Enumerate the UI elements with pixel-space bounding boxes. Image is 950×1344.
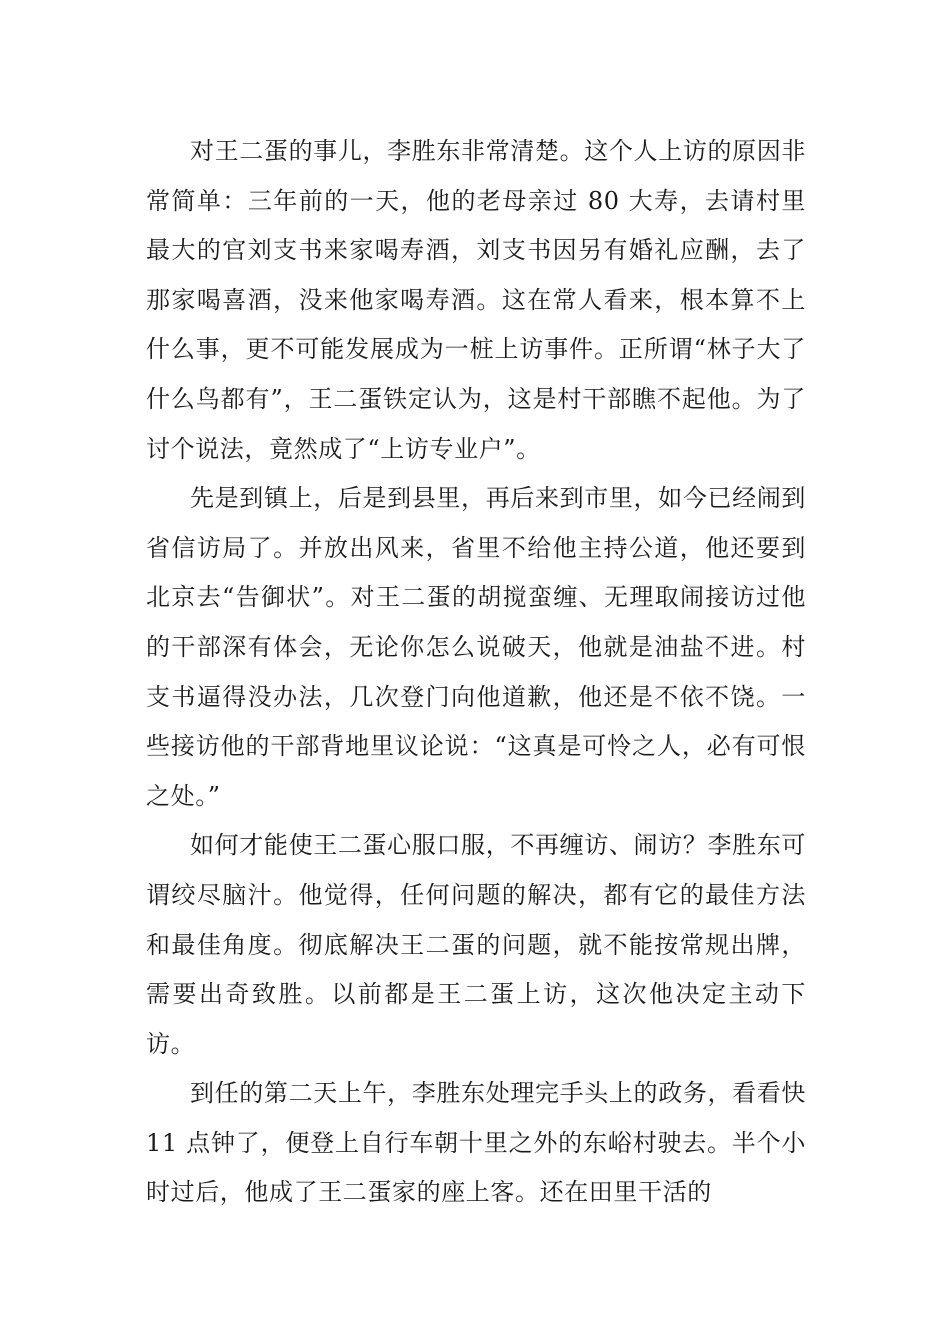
document-body	[146, 127, 806, 1218]
paragraph-1: 对王二蛋的事儿，李胜东非常清楚。这个人上访的原因非常简单：三年前的一天，他的老母亲过 80 大寿，去请村里最大的官刘支书来家喝寿酒，刘支书因另有婚礼应酬，去了那家喝喜酒，没来他家喝寿酒。这在常人看来，根本算不上什么事，更不可能发展成为一桩上访事件。正所谓“林子大了什么鸟都有”，王二蛋铁定认为，这是村干部瞧不起他。为了讨个说法，竟然成了“上访专业户”。	[146, 137, 806, 463]
paragraph-3: 如何才能使王二蛋心服口服，不再缠访、闹访？李胜东可谓绞尽脑汁。他觉得，任何问题的解决，都有它的最佳方法和最佳角度。彻底解决王二蛋的问题，就不能按常规出牌，需要出奇致胜。以前都是王二蛋上访，这次他决定主动下访。	[146, 831, 806, 1058]
paragraph-4: 到任的第二天上午，李胜东处理完手头上的政务，看看快 11 点钟了，便登上自行车朝十里之外的东峪村驶去。半个小时过后，他成了王二蛋家的座上客。还在田里干活的	[146, 1079, 806, 1207]
paragraph-2: 先是到镇上，后是到县里，再后来到市里，如今已经闹到省信访局了。并放出风来，省里不给他主持公道，他还要到北京去“告御状”。对王二蛋的胡搅蛮缠、无理取闹接访过他的干部深有体会，无论你怎么说破天，他就是油盐不进。村支书逼得没办法，几次登门向他道歉，他还是不依不饶。一些接访他的干部背地里议论说：“这真是可怜之人，必有可恨之处。”	[146, 484, 806, 810]
